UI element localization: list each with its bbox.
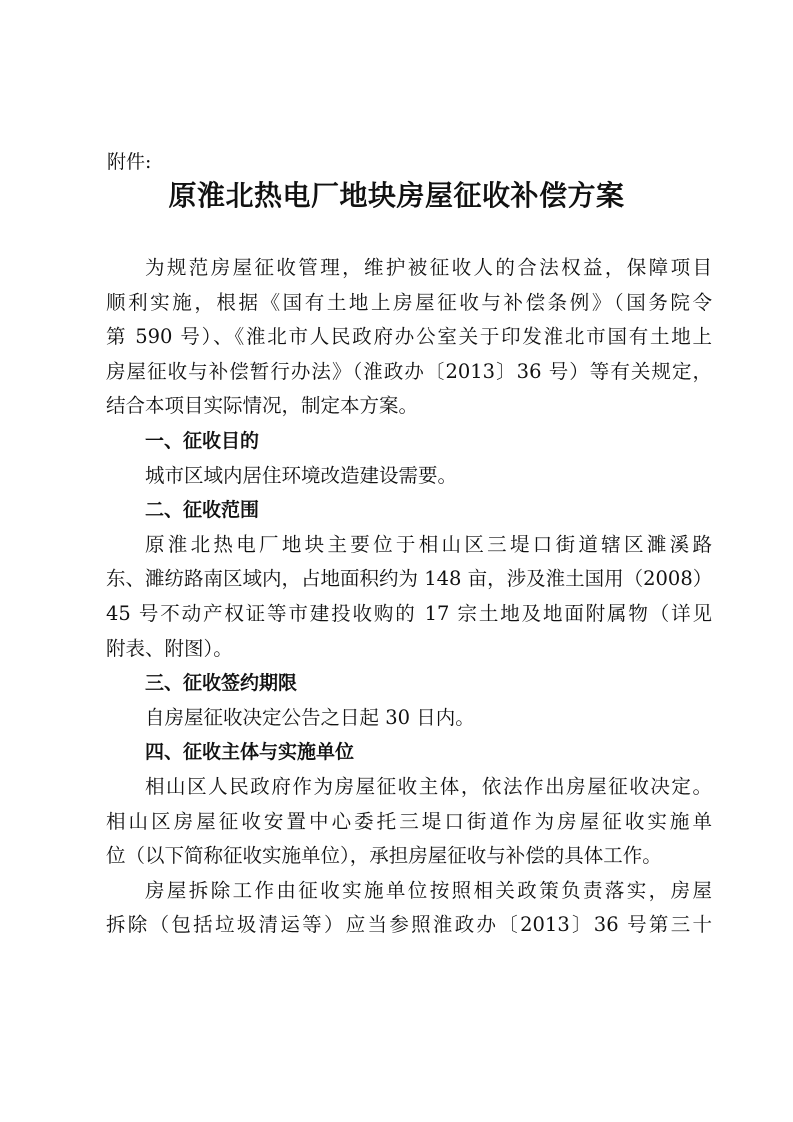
- document-title: 原淮北热电厂地块房屋征收补偿方案: [168, 179, 625, 212]
- intro-line: 第 590 号）、《淮北市人民政府办公室关于印发淮北市国有土地上: [106, 325, 712, 349]
- intro-line: 为规范房屋征收管理，维护被征收人的合法权益，保障项目: [145, 256, 712, 279]
- section-line: 自房屋征收决定公告之日起 30 日内。: [145, 705, 475, 729]
- intro-line: 顺利实施，根据《国有土地上房屋征收与补偿条例》（国务院令: [106, 290, 712, 314]
- section-heading-purpose: 一、征收目的: [145, 429, 260, 452]
- document-body: [106, 251, 712, 943]
- section-line: 附表、附图）。: [106, 636, 233, 660]
- section-line: 位（以下简称征收实施单位），承担房屋征收与补偿的具体工作。: [106, 844, 662, 868]
- section-heading-deadline: 三、征收签约期限: [145, 672, 298, 695]
- section-heading-scope: 二、征收范围: [145, 499, 260, 522]
- section-line: 相山区人民政府作为房屋征收主体，依法作出房屋征收决定。: [145, 774, 712, 798]
- intro-line: 房屋征收与补偿暂行办法》（淮政办〔2013〕36 号）等有关规定，: [106, 359, 712, 383]
- section-line: 原淮北热电厂地块主要位于相山区三堤口街道辖区濉溪路: [145, 532, 712, 556]
- section-line: 45 号不动产权证等市建投收购的 17 宗土地及地面附属物（详见: [106, 601, 712, 625]
- section-line: 相山区房屋征收安置中心委托三堤口街道作为房屋征收实施单: [106, 809, 712, 833]
- section-line: 城市区域内居住环境改造建设需要。: [145, 463, 458, 487]
- section-line: 房屋拆除工作由征收实施单位按照相关政策负责落实，房屋: [145, 878, 712, 902]
- section-line: 拆除（包括垃圾清运等）应当参照淮政办〔2013〕36 号第三十: [106, 913, 712, 937]
- section-line: 东、濉纺路南区域内，占地面积约为 148 亩，涉及淮土国用（2008）: [106, 567, 712, 591]
- annex-label: 附件:: [107, 151, 152, 173]
- intro-line: 结合本项目实际情况，制定本方案。: [106, 394, 419, 418]
- section-heading-subject: 四、征收主体与实施单位: [145, 741, 355, 764]
